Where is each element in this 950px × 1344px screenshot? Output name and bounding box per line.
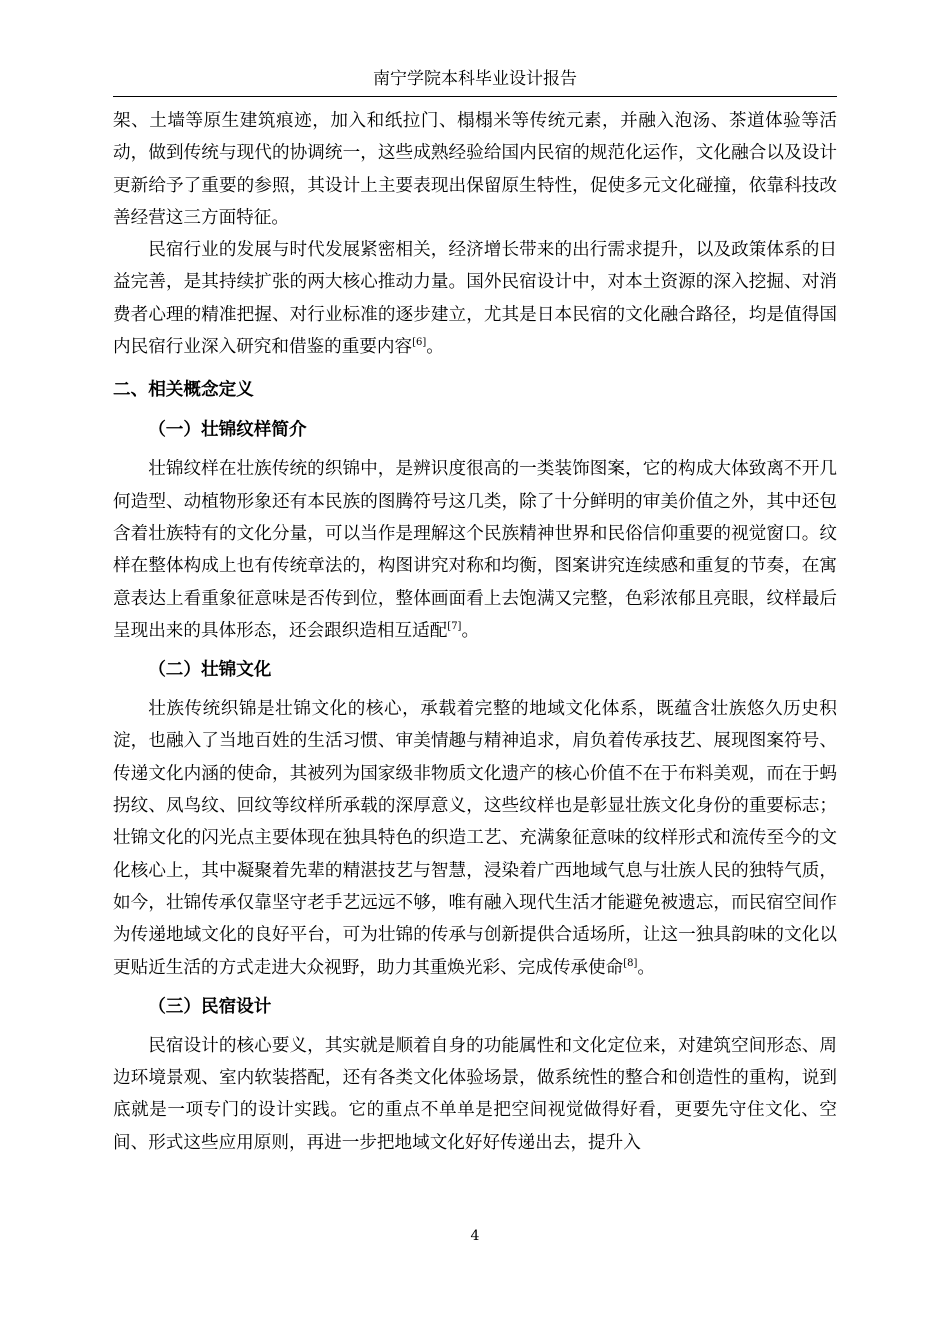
subsection-heading-pattern-intro: （一）壮锦纹样简介 [148, 419, 307, 441]
header-divider [113, 96, 837, 97]
paragraph-culture [113, 693, 837, 984]
citation-6: [6] [412, 337, 427, 349]
paragraph-end: 。 [637, 957, 656, 978]
paragraph-homestay-design: 民宿设计的核心要义，其实就是顺着自身的功能属性和文化定位来，对建筑空间形态、周边环境景观、室内软装搭配，还有各类文化体验场景，做系统性的整合和创造性的重构，说到底就是一项专门的设计实践。它的重点不单单是把空间视觉做得好看，更要先守住文化、空间、形式这些应用原则，再进一步把地域文化好好传递出去，提升入 [113, 1035, 837, 1153]
paragraph-industry-development [113, 234, 837, 363]
subsection-heading-culture: （二）壮锦文化 [148, 659, 272, 681]
paragraph-text: 壮锦纹样在壮族传统的织锦中，是辨识度很高的一类装饰图案，它的构成大体致离不开几何造型、动植物形象还有本民族的图腾符号这几类，除了十分鲜明的审美价值之外，其中还包含着壮族特有的文化分量，可以当作是理解这个民族精神世界和民俗信仰重要的视觉窗口。纹样在整体构成上也有传统章法的，构图讲究对称和均衡，图案讲究连续感和重复的节奏，在寓意表达上看重象征意味是否传到位，整体画面看上去饱满又完整，色彩浓郁且亮眼，纹样最后呈现出来的具体形态，还会跟织造相互适配 [113, 459, 837, 641]
paragraph-continuation: 架、土墙等原生建筑痕迹，加入和纸拉门、榻榻米等传统元素，并融入泡汤、茶道体验等活动，做到传统与现代的协调统一，这些成熟经验给国内民宿的规范化运作，文化融合以及设计更新给予了重要的参照，其设计上主要表现出保留原生特性，促使多元文化碰撞，依靠科技改善经营这三方面特征。 [113, 111, 837, 228]
paragraph-text: 民宿行业的发展与时代发展紧密相关，经济增长带来的出行需求提升，以及政策体系的日益完善，是其持续扩张的两大核心推动力量。国外民宿设计中，对本土资源的深入挖掘、对消费者心理的精准把握、对行业标准的逐步建立，尤其是日本民宿的文化融合路径，均是值得国内民宿行业深入研究和借鉴的重要内容 [113, 240, 837, 358]
page-number: 4 [470, 1228, 480, 1244]
page-header [113, 66, 837, 96]
paragraph-pattern-intro [113, 453, 837, 647]
subsection-heading-homestay-design: （三）民宿设计 [148, 995, 272, 1017]
page-footer [0, 1228, 950, 1244]
paragraph-end: 。 [426, 337, 444, 358]
citation-8: [8] [623, 957, 638, 969]
paragraph-end: 。 [461, 620, 480, 641]
page-body [113, 105, 837, 1164]
section-heading-concepts: 二、相关概念定义 [113, 379, 254, 401]
citation-7: [7] [447, 621, 462, 632]
paragraph-text: 壮族传统织锦是壮锦文化的核心，承载着完整的地域文化体系，既蕴含壮族悠久历史积淀，也融入了当地百姓的生活习惯、审美情趣与精神追求，肩负着传承技艺、展现图案符号、传递文化内涵的使命，其被列为国家级非物质文化遗产的核心价值不在于布料美观，而在于蚂拐纹、凤鸟纹、回纹等纹样所承载的深厚意义，这些纹样也是彰显壮族文化身份的重要标志；壮锦文化的闪光点主要体现在独具特色的织造工艺、充满象征意味的纹样形式和流传至今的文化核心上，其中凝聚着先辈的精湛技艺与智慧，浸染着广西地域气息与壮族人民的独特气质，如今，壮锦传承仅靠坚守老手艺远远不够，唯有融入现代生活才能避免被遗忘，而民宿空间作为传递地域文化的良好平台，可为壮锦的传承与创新提供合适场所，让这一独具韵味的文化以更贴近生活的方式走进大众视野，助力其重焕光彩、完成传承使命 [113, 699, 837, 978]
header-title: 南宁学院本科毕业设计报告 [373, 69, 577, 89]
